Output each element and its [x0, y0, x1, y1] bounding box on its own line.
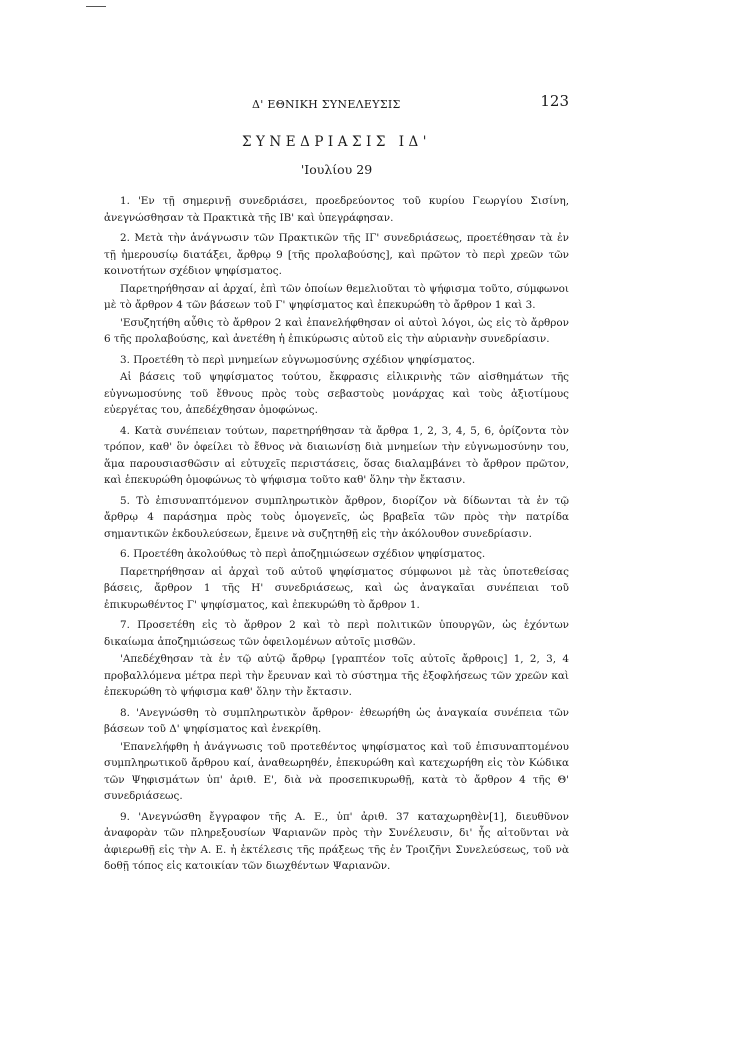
paragraph-9: 6. Προετέθη ἀκολούθως τὸ περὶ ἀποζημιώσεων σχέδιον ψηφίσματος.: [120, 548, 486, 560]
paragraph-6: Αἱ βάσεις τοῦ ψηφίσματος τούτου, ἔκφρασις εἰλικρινὴς τῶν αἰσθημάτων τῆς εὐγνωμοσύνης τοῦ ἔθνους πρὸς τοὺς σεβαστοὺς μονάρχας καὶ τοὺς ἀξιοτίμους εὐεργέτας του, ἀπεδέχθησαν ὁμοφώνως.: [104, 371, 569, 416]
paragraph-13: 8. 'Ανεγνώσθη τὸ συμπληρωτικὸν ἄρθρον· ἐθεωρήθη ὡς ἀναγκαία συνέπεια τῶν βάσεων τοῦ Δ' ψηφίσματος καὶ ἐνεκρίθη.: [104, 706, 569, 735]
paragraph-1: 1. 'Εν τῇ σημερινῇ συνεδριάσει, προεδρεύοντος τοῦ κυρίου Γεωργίου Σισίνη, ἀνεγνώσθησαν τὰ Πρακτικὰ τῆς ΙΒ' καὶ ὑπεγράφησαν.: [104, 195, 569, 224]
paragraph-5: 3. Προετέθη τὸ περὶ μνημείων εὐγνωμοσύνης σχέδιον ψηφίσματος.: [120, 353, 476, 366]
document-page: [104, 92, 569, 879]
page-number: 123: [540, 92, 569, 110]
scan-corner-mark: [86, 6, 106, 7]
session-title: ΣΥΝΕΔΡΙΑΣΙΣ ΙΔ': [241, 134, 432, 150]
paragraph-8: 5. Τὸ ἐπισυναπτόμενον συμπληρωτικὸν ἄρθρον, διορίζον νὰ δίδωνται τὰ ἐν τῷ ἄρθρῳ 4 παράσημα πρὸς τοὺς ὁμογενεῖς, ὡς βραβεῖα τῶν πρὸς τὴν πατρίδα σημαντικῶν ἐκδουλεύσεων, ἔμεινε νὰ συζητηθῇ εἰς τὴν ἀκόλουθον συνεδρίασιν.: [104, 494, 569, 540]
paragraph-14: 'Επανελήφθη ἡ ἀνάγνωσις τοῦ προτεθέντος ψηφίσματος καὶ τοῦ ἐπισυναπτομένου συμπληρωτικοῦ ἄρθρου καί, ἀναθεωρηθέν, ἐπεκυρώθη καὶ κατεχωρήθη εἰς τὸν Κώδικα τῶν Ψηφισμάτων ὑπ' ἀριθ. Ε', διὰ νὰ προσεπικυρωθῇ, κατὰ τὸ ἄρθρον 4 τῆς Θ' συνεδριάσεως.: [104, 740, 569, 802]
paragraph-3: Παρετηρήθησαν αἱ ἀρχαί, ἐπὶ τῶν ὁποίων θεμελιοῦται τὸ ψήφισμα τοῦτο, σύμφωνοι μὲ τὸ ἄρθρον 4 τῶν βάσεων τοῦ Γ' ψηφίσματος καὶ ἐπεκυρώθη τὸ ἄρθρον 1 καὶ 3.: [104, 282, 569, 311]
minutes-body: [104, 193, 569, 875]
paragraph-15: 9. 'Ανεγνώσθη ἔγγραφον τῆς Α. Ε., ὑπ' ἀριθ. 37 καταχωρηθὲν[1], διευθῦνον ἀναφορὰν τῶν πληρεξουσίων Ψαριανῶν πρὸς τὴν Συνέλευσιν, δι' ἧς αἰτοῦνται νὰ ἀφιερωθῇ εἰς τὴν Α. Ε. ἡ ἐκτέλεσις τῆς πράξεως τῆς ἐν Τροιζῆνι Συνελεύσεως, τοῦ νὰ δοθῇ τόπος εἰς κατοικίαν τῶν διωχθέντων Ψαριανῶν.: [104, 810, 569, 872]
paragraph-2: 2. Μετὰ τὴν ἀνάγνωσιν τῶν Πρακτικῶν τῆς ΙΓ' συνεδριάσεως, προετέθησαν τὰ ἐν τῇ ἡμερουσίῳ διατάξει, ἄρθρῳ 9 [τῆς προλαβούσης], καὶ πρῶτον τὸ περὶ χρεῶν τῶν κοινοτήτων σχέδιον ψηφίσματος.: [104, 232, 569, 277]
paragraph-7: 4. Κατὰ συνέπειαν τούτων, παρετηρήθησαν τὰ ἄρθρα 1, 2, 3, 4, 5, 6, ὁρίζοντα τὸν τρόπον, καθ' ὃν ὀφείλει τὸ ἔθνος νὰ διαιωνίσῃ διὰ μνημείων τὴν εὐγνωμοσύνην του, ἅμα παρουσιασθῶσιν αἱ εὐτυχεῖς περιστάσεις, ὅσας διαλαμβάνει τὸ ἄρθρον πρῶτον, καὶ ἐπεκυρώθη ὁμοφώνως τὸ ψήφισμα τοῦτο καθ' ὅλην τὴν ἔκτασιν.: [104, 424, 569, 486]
paragraph-4: 'Εσυζητήθη αὖθις τὸ ἄρθρον 2 καὶ ἐπανελήφθησαν οἱ αὐτοὶ λόγοι, ὡς εἰς τὸ ἄρθρον 6 τῆς προλαβούσης, καὶ ἀνετέθη ἡ ἐπικύρωσις αὐτοῦ εἰς τὴν αὐριανὴν συνεδρίασιν.: [104, 316, 569, 345]
paragraph-11: 7. Προσετέθη εἰς τὸ ἄρθρον 2 καὶ τὸ περὶ πολιτικῶν ὑπουργῶν, ὡς ἐχόντων δικαίωμα ἀποζημιώσεως τῶν ὀφειλομένων αὐτοῖς μισθῶν.: [104, 619, 569, 648]
header-title: Δ' ΕΘΝΙΚΗ ΣΥΝΕΛΕΥΣΙΣ: [252, 98, 401, 111]
running-header: [104, 92, 569, 114]
paragraph-10: Παρετηρήθησαν αἱ ἀρχαὶ τοῦ αὐτοῦ ψηφίσματος σύμφωνοι μὲ τὰς ὑποτεθείσας βάσεις, ἄρθρον 1 τῆς Η' συνεδριάσεως, καὶ ὡς ἀναγκαῖαι συνέπειαι τοῦ ἐπικυρωθέντος Γ' ψηφίσματος, καὶ ἐπεκυρώθη τὸ ἄρθρον 1.: [104, 565, 569, 611]
paragraph-12: 'Απεδέχθησαν τὰ ἐν τῷ αὐτῷ ἄρθρῳ [γραπτέον τοῖς αὐτοῖς ἄρθροις] 1, 2, 3, 4 προβαλλόμενα μέτρα περὶ τὴν ἔρευναν καὶ τὸ σύστημα τῆς ἐξοφλήσεως τῶν χρεῶν καὶ ἐπεκυρώθη τὸ ψήφισμα καθ' ὅλην τὴν ἔκτασιν.: [104, 653, 569, 698]
session-date: 'Ιουλίου 29: [300, 162, 373, 177]
